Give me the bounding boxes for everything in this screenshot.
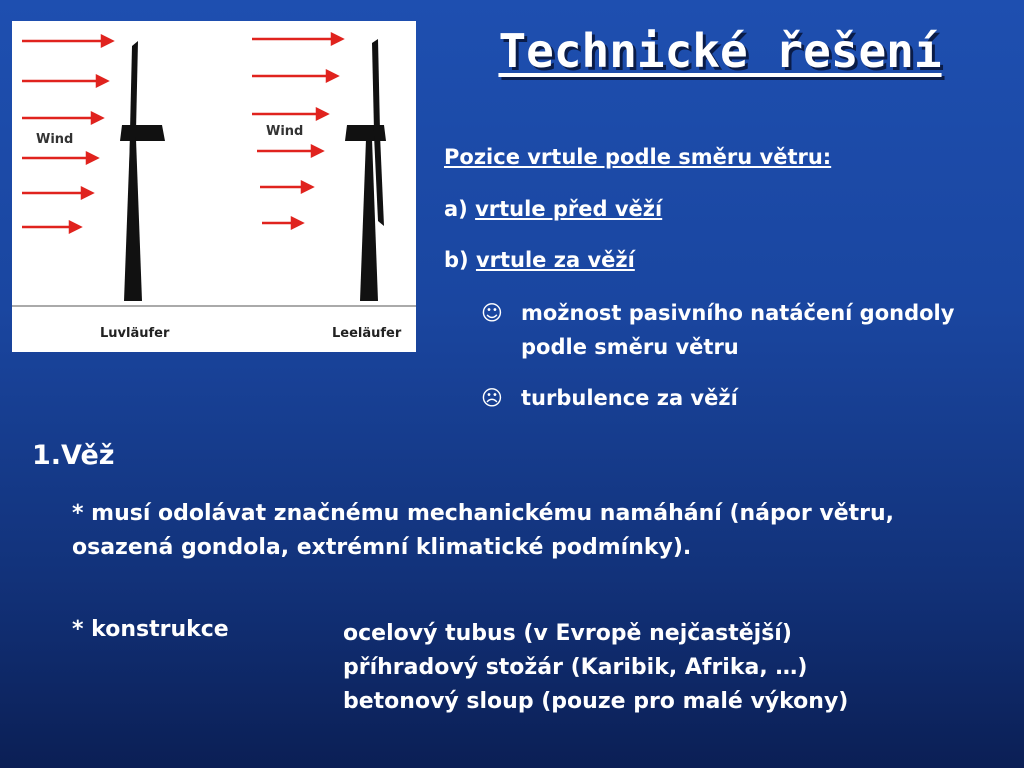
- option-b-prefix: b): [444, 248, 469, 272]
- option-b-text: vrtule za věží: [475, 248, 635, 272]
- turbine-diagram: [12, 21, 416, 352]
- upwind-turbine: [120, 41, 165, 301]
- downwind-turbine: [345, 39, 386, 301]
- wind-turbine-figure: [12, 21, 416, 352]
- smiley-icon: ☺: [481, 301, 503, 325]
- wind-label-left: Wind: [36, 132, 74, 147]
- con-text: turbulence za věží: [521, 386, 738, 410]
- position-heading: Pozice vrtule podle směru větru:: [444, 145, 832, 169]
- pro-item: [481, 296, 1001, 364]
- construction-label: * konstrukce: [72, 617, 229, 642]
- option-a: [444, 197, 662, 221]
- option-a-prefix: a): [444, 197, 468, 221]
- downwind-label: Leeläufer: [332, 326, 402, 341]
- upwind-label: Luvläufer: [100, 326, 170, 341]
- construction-option: ocelový tubus (v Evropě nejčastější): [343, 621, 792, 646]
- tower-requirement: * musí odolávat značnému mechanickému namáhání (nápor větru, osazená gondola, extrémní klimatické podmínky).: [72, 501, 895, 560]
- construction-option: betonový sloup (pouze pro malé výkony): [343, 689, 849, 714]
- slide-title: Technické řešení: [498, 24, 942, 78]
- construction-list: [343, 617, 848, 719]
- option-a-text: vrtule před věží: [475, 197, 663, 221]
- pro-text: možnost pasivního natáčení gondoly podle směru větru: [521, 301, 955, 359]
- con-item: [481, 381, 738, 415]
- construction-option: příhradový stožár (Karibik, Afrika, …): [343, 655, 808, 680]
- frown-icon: ☹: [481, 386, 503, 410]
- option-b: [444, 248, 635, 272]
- tower-heading: 1.Věž: [32, 440, 115, 471]
- wind-label-right: Wind: [266, 124, 304, 139]
